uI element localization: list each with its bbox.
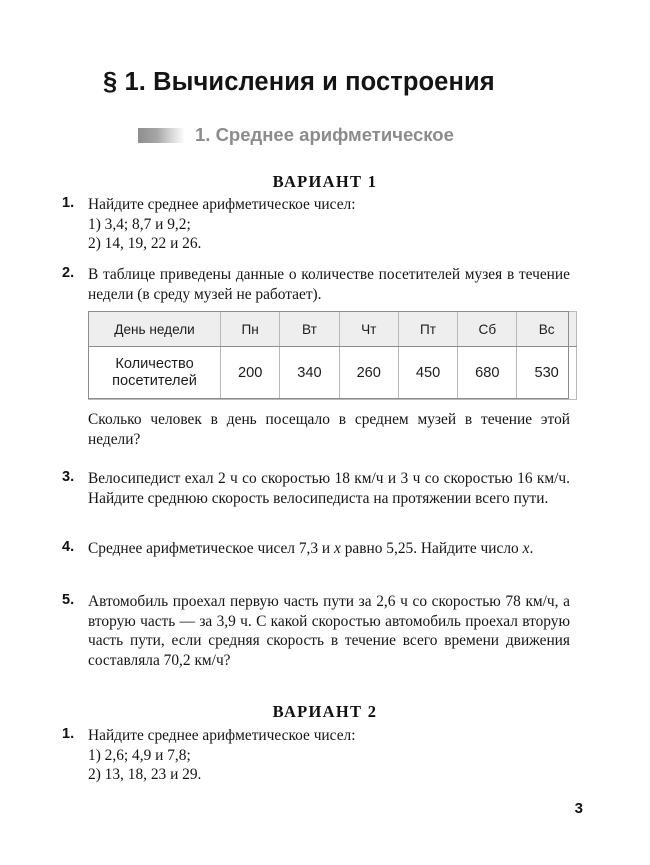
table-cell: 200	[221, 347, 280, 400]
problem-item	[62, 265, 570, 304]
table-header-cell: День недели	[89, 312, 221, 347]
table-cell: 680	[458, 347, 517, 400]
problem-number: 2.	[62, 265, 75, 281]
table-row-label	[89, 347, 221, 400]
problem-text: Велосипедист ехал 2 ч со скоростью 18 км/ч и 3 ч со скоростью 16 км/ч. Найдите среднюю скорость велосипедиста на протяжении всего пути.	[88, 470, 570, 507]
table-cell: 260	[339, 347, 398, 400]
problem-text-part: равно 5,25. Найдите число	[340, 540, 523, 557]
problem-text	[88, 195, 570, 254]
table-cell: 340	[280, 347, 339, 400]
table-header-cell: Пн	[221, 312, 280, 347]
problem-number: 3.	[62, 469, 75, 485]
problem-number: 4.	[62, 539, 75, 555]
problem-line: Найдите среднее арифметическое чисел:	[88, 727, 356, 744]
problem-line: 1) 2,6; 4,9 и 7,8;	[88, 746, 191, 764]
problem-item	[62, 195, 570, 254]
problem-number: 5.	[62, 592, 75, 608]
visitors-table	[88, 311, 577, 400]
table-header-cell: Вс	[517, 312, 576, 347]
table-header-cell: Пт	[398, 312, 457, 347]
subsection-title: 1. Среднее арифметическое	[195, 124, 454, 145]
table-header-row	[89, 312, 577, 347]
problem-item	[62, 726, 570, 785]
problem-text-part: Среднее арифметическое чисел 7,3 и	[88, 540, 335, 557]
problem-line: Найдите среднее арифметическое чисел:	[88, 196, 356, 213]
problem-text: В таблице приведены данные о количестве посетителей музея в течение недели (в среду музей не работает).	[88, 266, 570, 303]
page-number: 3	[574, 800, 583, 817]
table-row	[89, 347, 577, 400]
problem-number: 1.	[62, 195, 75, 211]
page-title: § 1. Вычисления и построения	[103, 68, 495, 96]
problem-item	[62, 469, 570, 508]
math-variable: x	[522, 540, 530, 557]
table-cell: 450	[398, 347, 457, 400]
row-label-line: Количество	[115, 356, 194, 372]
variant-1-heading: ВАРИАНТ 1	[272, 172, 378, 191]
row-label-line: посетителей	[112, 373, 197, 389]
problem-text-part: .	[529, 540, 534, 557]
problem-text: Автомобиль проехал первую часть пути за 2,6 ч со скоростью 78 км/ч, а вторую часть — за 3,9 ч. С какой скоростью автомобиль проехал вторую часть пути, если средняя скорость в течение всего времени движения составляла 70,2 км/ч?	[88, 593, 570, 669]
subtitle-row	[138, 124, 454, 146]
table-cell: 530	[517, 347, 576, 400]
problem-line: 2) 13, 18, 23 и 29.	[88, 766, 202, 783]
problem-text	[88, 539, 570, 559]
problem-text: Сколько человек в день посещало в среднем музей в течение этой недели?	[88, 411, 570, 448]
problem-text	[88, 726, 570, 785]
problem-line: 1) 3,4; 8,7 и 9,2;	[88, 215, 191, 233]
problem-followup	[88, 410, 570, 449]
problem-number: 1.	[62, 726, 75, 742]
gradient-bar-decoration	[138, 128, 185, 143]
table-header-cell: Вт	[280, 312, 339, 347]
table-header-cell: Чт	[339, 312, 398, 347]
problem-item	[62, 592, 570, 670]
math-variable: x	[334, 540, 341, 557]
table-header-cell: Сб	[458, 312, 517, 347]
problem-line: 2) 14, 19, 22 и 26.	[88, 235, 202, 252]
variant-2-heading: ВАРИАНТ 2	[272, 702, 378, 721]
problem-item	[62, 539, 570, 559]
